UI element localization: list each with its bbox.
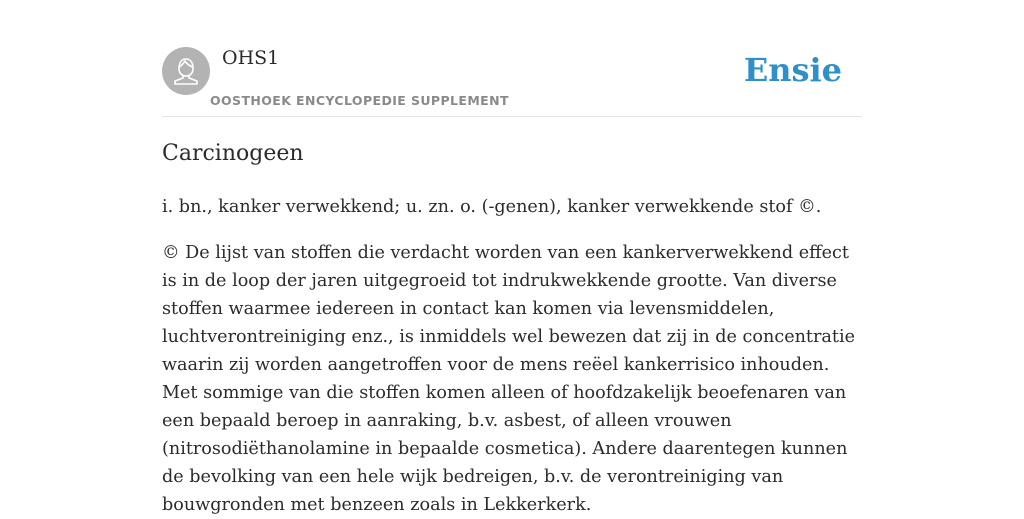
ensie-logo[interactable]: Ensie	[743, 51, 842, 89]
source-code[interactable]: OHS1	[222, 47, 280, 69]
article-body: © De lijst van stoffen die verdacht worden van een kankerverwekkend effect is in de loop der jaren uitgegroeid tot indrukwekkende grootte. Van diverse stoffen waarmee iedereen in contact kan komen via levensmiddelen, luchtverontreiniging enz., is inmiddels wel bewezen dat zij in de concentratie waarin zij worden aangetroffen voor de mens reëel kankerrisico inhouden. Met sommige van die stoffen komen alleen of hoofdzakelijk beoefenaren van een bepaald beroep in aanraking, b.v. asbest, of alleen vrouwen (nitrosodiëthanolamine in bepaalde cosmetica). Andere daarentegen kunnen de bevolking van een hele wijk bedreigen, b.v. de verontreiniging van bouwgronden met benzeen zoals in Lekkerkerk.	[162, 243, 856, 515]
article-title: Carcinogeen	[162, 141, 304, 166]
header	[162, 0, 862, 117]
page	[162, 0, 862, 515]
user-icon	[162, 47, 210, 95]
article-definition: i. bn., kanker verwekkend; u. zn. o. (-genen), kanker verwekkende stof ©.	[162, 197, 822, 217]
source-name[interactable]: OOSTHOEK ENCYCLOPEDIE SUPPLEMENT	[210, 93, 509, 108]
